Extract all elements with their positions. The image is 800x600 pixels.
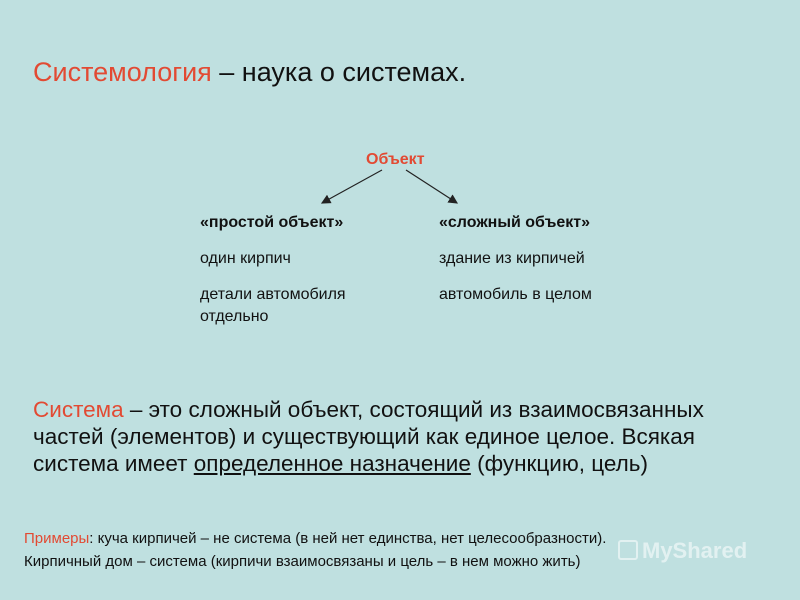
examples-label: Примеры xyxy=(24,530,90,547)
complex-object-example-1: здание из кирпичей xyxy=(439,250,585,267)
arrow-right xyxy=(406,170,457,203)
simple-object-example-2: детали автомобиля отдельно xyxy=(200,286,346,325)
complex-object-column xyxy=(439,212,659,320)
simple-object-column xyxy=(200,212,410,342)
examples-line-2: Кирпичный дом – система (кирпичи взаимосвязаны и цель – в нем можно жить) xyxy=(24,553,581,570)
arrow-left xyxy=(322,170,382,203)
slide-title xyxy=(33,57,466,88)
definition-text-2: (функцию, цель) xyxy=(470,451,648,476)
watermark-icon xyxy=(618,540,638,560)
system-definition xyxy=(33,396,773,477)
examples-line-1-text: : куча кирпичей – не система (в ней нет единства, нет целесообразности). xyxy=(89,530,607,547)
complex-object-example-2: автомобиль в целом xyxy=(439,286,592,303)
complex-object-heading: «сложный объект» xyxy=(439,214,591,231)
definition-text-1: – это сложный объект, состоящий из взаимосвязанных частей (элементов) и существующий как единое целое. Всякая система имеет xyxy=(33,397,704,476)
simple-object-example-1: один кирпич xyxy=(200,250,291,267)
title-accent: Системология xyxy=(33,57,212,87)
definition-underlined: определенное назначение xyxy=(193,451,471,476)
simple-object-heading: «простой объект» xyxy=(200,214,344,231)
watermark xyxy=(618,538,747,564)
diagram-root-label: Объект xyxy=(366,151,425,168)
watermark-text: MyShared xyxy=(642,538,748,563)
definition-term: Система xyxy=(33,397,124,422)
title-rest: – наука о системах. xyxy=(211,57,467,87)
